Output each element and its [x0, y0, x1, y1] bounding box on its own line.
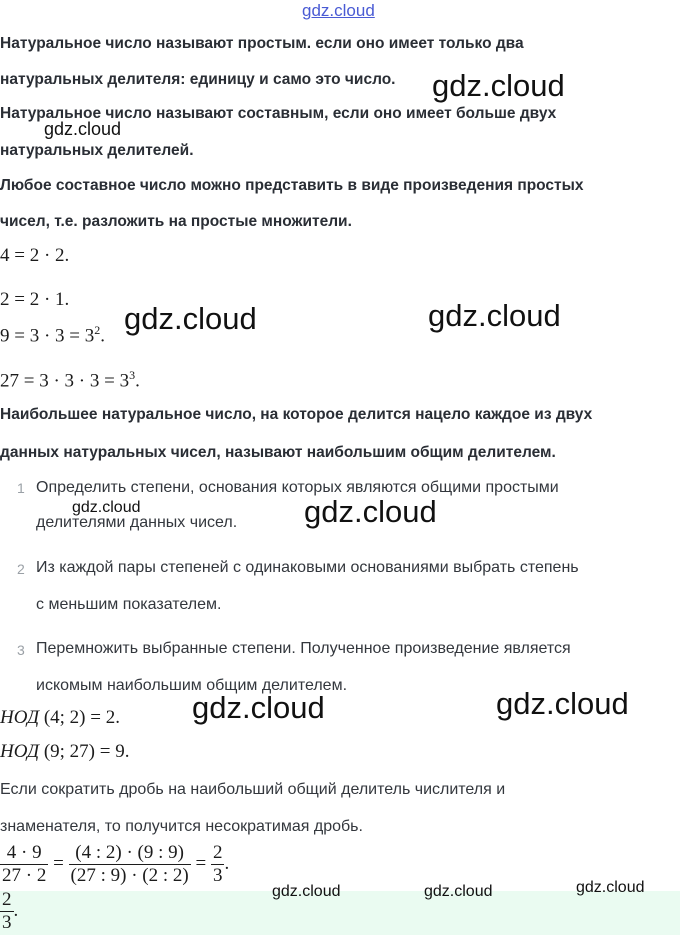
- step-3-line-1: Перемножить выбранные степени. Полученное произведение является: [36, 640, 571, 657]
- step-1-line-1: Определить степени, основания которых являются общими простыми: [36, 479, 559, 496]
- example-2: 2 = 2 · 1.: [0, 289, 70, 310]
- watermark: gdz.cloud: [428, 298, 561, 333]
- reduce-text-line-2: знаменателя, то получится несократимая дробь.: [0, 818, 363, 835]
- prime-definition-line-1: Натуральное число называют простым. если оно имеет только два: [0, 35, 524, 52]
- composite-definition-line-2: натуральных делителей.: [0, 142, 194, 159]
- watermark: gdz.cloud: [192, 690, 325, 725]
- step-number: 2: [17, 561, 25, 577]
- fraction: $\frac{2}{3}$: [2, 889, 12, 933]
- gcd-example-2: НОД (9; 27) = 9.: [0, 741, 130, 762]
- step-3-line-2: искомым наибольшим общим делителем.: [36, 677, 348, 694]
- prime-definition-line-2: натуральных делителя: единицу и само это число.: [0, 71, 396, 88]
- factorization-line-2: чисел, т.е. разложить на простые множители.: [0, 213, 352, 230]
- reduce-text-line-1: Если сократить дробь на наибольший общий делитель числителя и: [0, 781, 506, 798]
- composite-definition-line-1: Натуральное число называют составным, если оно имеет больше двух: [0, 105, 557, 122]
- watermark: gdz.cloud: [304, 494, 437, 529]
- step-number: 3: [17, 642, 25, 658]
- site-link[interactable]: gdz.cloud: [302, 1, 375, 20]
- gcd-definition-line-2: данных натуральных чисел, называют наибольшим общим делителем.: [0, 444, 556, 461]
- step-2-line-1: Из каждой пары степеней с одинаковыми основаниями выбрать степень: [36, 559, 579, 576]
- fraction: $\frac{2}{3}$: [212, 842, 223, 886]
- example-4: 4 = 2 · 2.: [0, 245, 70, 266]
- gcd-definition-line-1: Наибольшее натуральное число, на которое делится нацело каждое из двух: [0, 406, 593, 423]
- factorization-line-1: Любое составное число можно представить в виде произведения простых: [0, 177, 584, 194]
- fraction: $\frac{4 \cdot 9}{27 \cdot 2}$: [2, 842, 47, 886]
- step-1-line-2: делителями данных чисел.: [36, 514, 238, 531]
- example-9: $9 = 3 \cdot 3 = 3^2$.: [0, 323, 106, 347]
- watermark: gdz.cloud: [496, 686, 629, 721]
- example-27: $27 = 3 \cdot 3 \cdot 3 = 3^3$.: [0, 368, 140, 392]
- watermark: gdz.cloud: [72, 499, 141, 516]
- step-number: 1: [17, 480, 25, 496]
- result-fraction: $\frac{2}{3}$ .: [2, 889, 19, 933]
- watermark: gdz.cloud: [272, 883, 341, 900]
- step-2-line-2: с меньшим показателем.: [36, 596, 222, 613]
- watermark: gdz.cloud: [424, 883, 493, 900]
- fraction-chain: $\frac{4 \cdot 9}{27 \cdot 2}$ = $\frac{(4 : 2) \cdot (9 : 9)}{(27 : 9) \cdot (2 : 2)}$ = $\frac{2}{3}$ .: [2, 842, 230, 886]
- watermark: gdz.cloud: [124, 301, 257, 336]
- watermark: gdz.cloud: [44, 119, 122, 139]
- watermark: gdz.cloud: [576, 879, 645, 896]
- gcd-example-1: НОД (4; 2) = 2.: [0, 707, 120, 728]
- watermark: gdz.cloud: [432, 68, 565, 103]
- fraction: $\frac{(4 : 2) \cdot (9 : 9)}{(27 : 9) \cdot (2 : 2)}$: [70, 842, 189, 886]
